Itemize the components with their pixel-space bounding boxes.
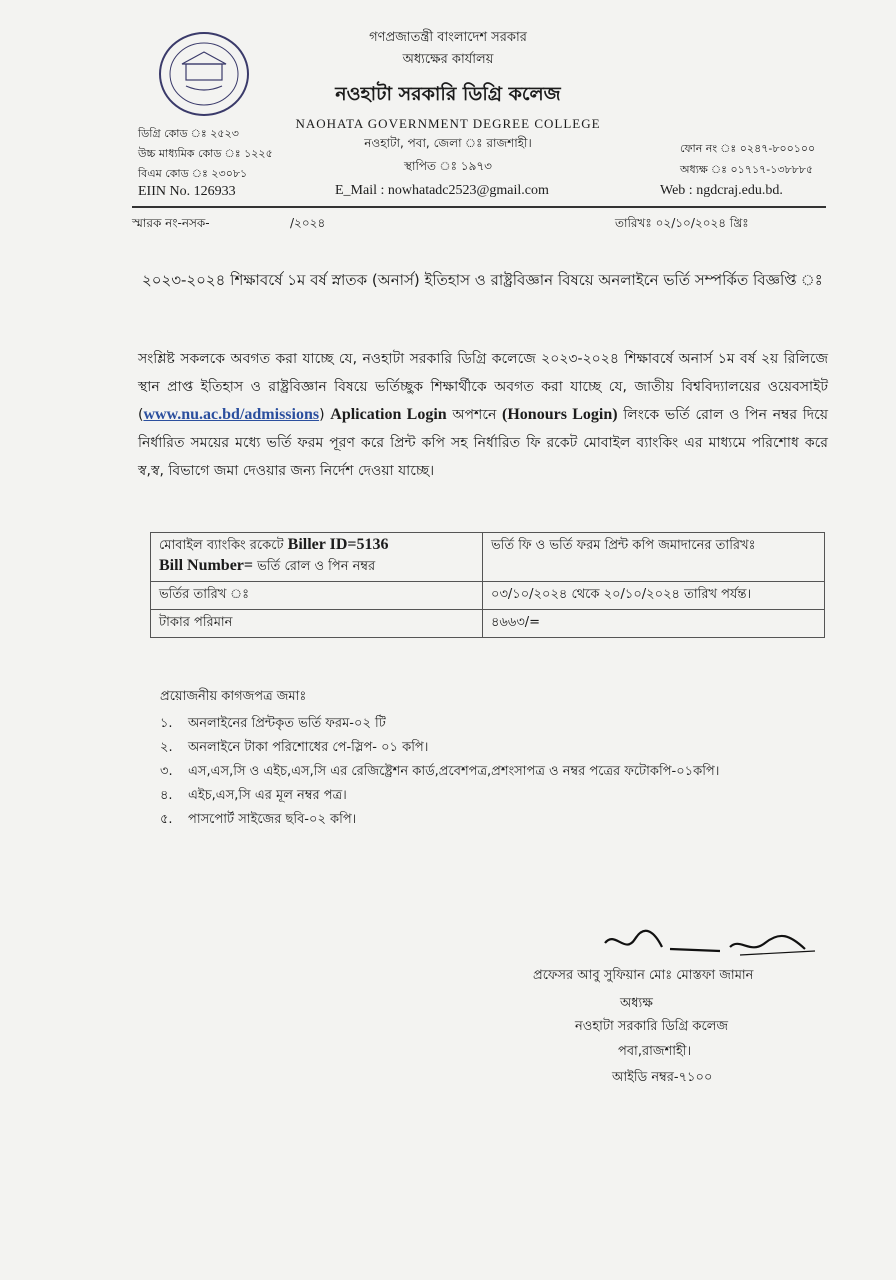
college-name-bangla: নওহাটা সরকারি ডিগ্রি কলেজ (335, 83, 561, 105)
hsc-code: উচ্চ মাধ্যমিক কোড ঃ ১২২৫ (138, 147, 273, 160)
signatory-place: পবা,রাজশাহী। (618, 1044, 692, 1059)
table-cell-amount-label: টাকার পরিমান (151, 610, 483, 638)
list-item-number: ৫. (160, 812, 173, 827)
bill-number-label: Bill Number= (159, 557, 254, 574)
honours-login-text: (Honours Login) (502, 406, 618, 423)
list-item-number: ৪. (160, 788, 173, 803)
notice-body (138, 345, 828, 485)
list-item-text: অনলাইনের প্রিন্টকৃত ভর্তি ফরম-০২ টি (188, 716, 386, 731)
body-text-2: ) (319, 407, 331, 423)
degree-code: ডিগ্রি কোড ঃ ২৫২৩ (138, 127, 239, 140)
signatory-college: নওহাটা সরকারি ডিগ্রি কলেজ (575, 1019, 729, 1034)
office-heading: অধ্যক্ষের কার্যালয় (402, 52, 494, 67)
body-text-3: অপশনে (446, 407, 503, 423)
list-item (160, 784, 720, 808)
required-documents-title: প্রয়োজনীয় কাগজপত্র জমাঃ (160, 689, 307, 704)
rocket-label: মোবাইল ব্যাংকিং রকেটে (159, 538, 288, 553)
list-item-text: এস,এস,সি ও এইচ,এস,সি এর রেজিষ্ট্রেশন কার্ড,প্রবেশপত্র,প্রশংসাপত্র ও নম্বর পত্রের ফটোকপি-০১কপি। (188, 764, 720, 779)
table-row (151, 582, 825, 610)
phone-number: ফোন নং ঃ ০২৪৭-৮০০১০০ (680, 142, 816, 155)
table-cell-submission-date-label: ভর্তি ফি ও ভর্তি ফরম প্রিন্ট কপি জমাদানের তারিখঃ (483, 533, 825, 582)
admission-link[interactable]: www.nu.ac.bd/admissions (143, 406, 320, 423)
signatory-name: প্রফেসর আবু সুফিয়ান মোঃ মোস্তফা জামান (533, 968, 754, 983)
notice-subject: ২০২৩-২০২৪ শিক্ষাবর্ষে ১ম বর্ষ স্নাতক (অনার্স) ইতিহাস ও রাষ্ট্রবিজ্ঞান বিষয়ে অনলাইনে ভর্তি সম্পর্কিত বিজ্ঞপ্তি ঃ (142, 271, 823, 289)
header-divider (132, 206, 826, 208)
signatory-id: আইডি নম্বর-৭১০০ (612, 1070, 713, 1085)
application-login-text: Aplication Login (330, 406, 447, 423)
website: Web : ngdcraj.edu.bd. (660, 183, 783, 198)
memo-reference-number: /২০২৪ (290, 216, 326, 230)
list-item (160, 712, 720, 736)
handwritten-signature (600, 925, 830, 965)
list-item (160, 808, 720, 832)
list-item-text: এইচ,এস,সি এর মূল নম্বর পত্র। (188, 788, 347, 803)
established-year: স্থাপিত ঃ ১৯৭৩ (404, 159, 492, 173)
email-address: E_Mail : nowhatadc2523@gmail.com (335, 183, 549, 198)
table-row (151, 610, 825, 638)
table-cell-admission-date-label: ভর্তির তারিখ ঃ (151, 582, 483, 610)
list-item-text: পাসপোর্ট সাইজের ছবি-০২ কপি। (188, 812, 357, 827)
list-item-text: অনলাইনে টাকা পরিশোধের পে-স্লিপ- ০১ কপি। (188, 740, 429, 755)
required-documents-list (160, 712, 720, 832)
list-item (160, 760, 720, 784)
principal-phone: অধ্যক্ষ ঃ ০১৭১৭-১৩৮৮৮৫ (680, 163, 814, 176)
table-row (151, 533, 825, 582)
table-cell-biller (151, 533, 483, 582)
bill-number-value: ভর্তি রোল ও পিন নম্বর (253, 559, 376, 574)
government-heading: গণপ্রজাতন্ত্রী বাংলাদেশ সরকার (369, 30, 527, 45)
college-name-english: NAOHATA GOVERNMENT DEGREE COLLEGE (295, 116, 601, 131)
memo-reference-label: স্মারক নং-নসক- (132, 216, 210, 230)
table-cell-admission-date-value: ০৩/১০/২০২৪ থেকে ২০/১০/২০২৪ তারিখ পর্যন্ত। (483, 582, 825, 610)
signatory-designation: অধ্যক্ষ (620, 996, 653, 1011)
memo-date: তারিখঃ ০২/১০/২০২৪ খ্রিঃ (615, 216, 749, 230)
list-item-number: ১. (160, 716, 173, 731)
body-text-4: লিংকে ভর্তি রোল ও পিন নম্বর দিয়ে নির্ধারিত সময়ের মধ্যে ভর্তি ফরম পূরণ করে প্রিন্ট কপি সহ নির্ধারিত ফি রকেট মোবাইল ব্যাংকিং এর মাধ্যমে পরিশোধ করে স্ব,স্ব, বিভাগে জমা দেওয়ার জন্য নির্দেশ দেওয়া যাচ্ছে। (138, 407, 828, 479)
list-item-number: ২. (160, 740, 173, 755)
payment-info-table (150, 532, 825, 638)
college-address: নওহাটা, পবা, জেলা ঃ রাজশাহী। (364, 136, 532, 150)
biller-id: Biller ID=5136 (287, 536, 389, 553)
list-item-number: ৩. (160, 764, 173, 779)
table-cell-amount-value: ৪৬৬৩/= (483, 610, 825, 638)
bm-code: বিএম কোড ঃ ২৩০৮১ (138, 167, 248, 180)
eiin-number: EIIN No. 126933 (138, 184, 236, 199)
list-item (160, 736, 720, 760)
body-text-1: সংশ্লিষ্ট সকলকে অবগত করা যাচ্ছে যে, নওহাটা সরকারি ডিগ্রি কলেজে ২০২৩-২০২৪ শিক্ষাবর্ষে অনার্স ১ম বর্ষ ২য় রিলিজে স্থান প্রাপ্ত ইতিহাস ও রাষ্ট্রবিজ্ঞান বিষয়ে ভর্তিচ্ছুক শিক্ষার্থীকে অবগত করা যাচ্ছে যে, জাতীয় বিশ্ববিদ্যালয়ের ওয়েবসাইট ( (138, 351, 828, 423)
